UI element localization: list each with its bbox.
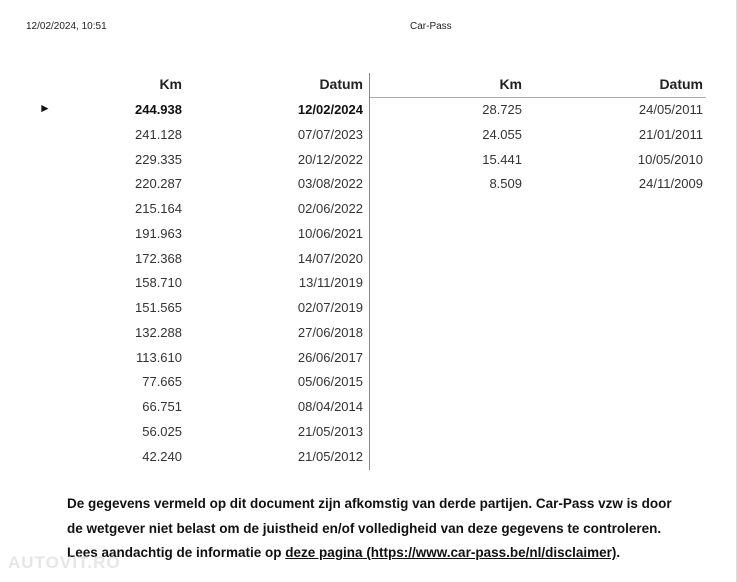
left-date-cell: 21/05/2013 — [297, 424, 363, 439]
left-km-cell: 229.335 — [135, 152, 182, 167]
left-date-cell: 07/07/2023 — [297, 127, 363, 142]
right-date-cell: 24/05/2011 — [638, 102, 703, 117]
header-rule — [370, 97, 706, 98]
left-km-cell: 42.240 — [142, 449, 182, 464]
left-km-cell: 77.665 — [142, 374, 182, 389]
disclaimer-line-2: de wetgever niet belast om de juistheid en/of volledigheid van deze gegevens te controleren. — [67, 520, 662, 536]
left-date-cell: 27/06/2018 — [297, 325, 363, 340]
left-km-cell: 241.128 — [135, 127, 182, 142]
left-date-cell: 10/06/2021 — [297, 226, 363, 241]
left-km-cell: 151.565 — [135, 300, 182, 315]
watermark: AUTOVIT.RO — [8, 553, 121, 572]
left-km-cell: 220.287 — [135, 176, 182, 191]
left-km-cell: 191.963 — [135, 226, 182, 241]
left-date-cell: 12/02/2024 — [297, 102, 363, 117]
left-date-cell: 05/06/2015 — [297, 374, 363, 389]
left-date-cell: 08/04/2014 — [297, 399, 363, 414]
left-date-cell: 02/06/2022 — [297, 201, 363, 216]
left-date-cell: 13/11/2019 — [298, 275, 363, 290]
right-date-cell: 10/05/2010 — [637, 152, 703, 167]
left-km-cell: 215.164 — [135, 201, 182, 216]
left-date-cell: 14/07/2020 — [297, 251, 363, 266]
left-date-cell: 21/05/2012 — [297, 449, 363, 464]
right-date-cell: 24/11/2009 — [638, 176, 703, 191]
date-header-left: Datum — [319, 76, 363, 92]
current-row-pointer-icon: ► — [39, 101, 51, 115]
disclaimer-line-3-prefix: Lees aandachtig de informatie op — [67, 545, 286, 560]
km-header-left: Km — [159, 76, 182, 92]
right-km-cell: 24.055 — [482, 127, 522, 142]
date-header-right: Datum — [659, 76, 703, 92]
disclaimer-link[interactable]: deze pagina (https://www.car-pass.be/nl/disclaimer) — [285, 545, 617, 560]
right-date-cell: 21/01/2011 — [638, 127, 703, 142]
column-divider — [369, 73, 370, 470]
left-date-cell: 03/08/2022 — [297, 176, 363, 191]
km-header-right: Km — [499, 76, 522, 92]
left-km-cell: 113.610 — [135, 350, 182, 365]
right-km-cell: 28.725 — [482, 102, 522, 117]
print-title: Car-Pass — [410, 21, 452, 32]
left-km-cell: 56.025 — [142, 424, 182, 439]
left-date-cell: 20/12/2022 — [297, 152, 363, 167]
right-km-cell: 8.509 — [489, 176, 522, 191]
left-date-cell: 26/06/2017 — [297, 350, 363, 365]
disclaimer — [67, 492, 697, 566]
left-km-cell: 132.288 — [135, 325, 182, 340]
print-datetime: 12/02/2024, 10:51 — [26, 21, 107, 32]
disclaimer-line-3 — [67, 541, 697, 566]
left-km-cell: 66.751 — [142, 399, 182, 414]
left-km-cell: 158.710 — [135, 275, 182, 290]
disclaimer-line-3-suffix: . — [616, 545, 621, 560]
left-km-cell: 244.938 — [135, 102, 182, 117]
right-km-cell: 15.441 — [482, 152, 522, 167]
left-date-cell: 02/07/2019 — [297, 300, 363, 315]
disclaimer-line-1: De gegevens vermeld op dit document zijn afkomstig van derde partijen. Car-Pass vzw is door — [67, 496, 672, 511]
left-km-cell: 172.368 — [135, 251, 182, 266]
